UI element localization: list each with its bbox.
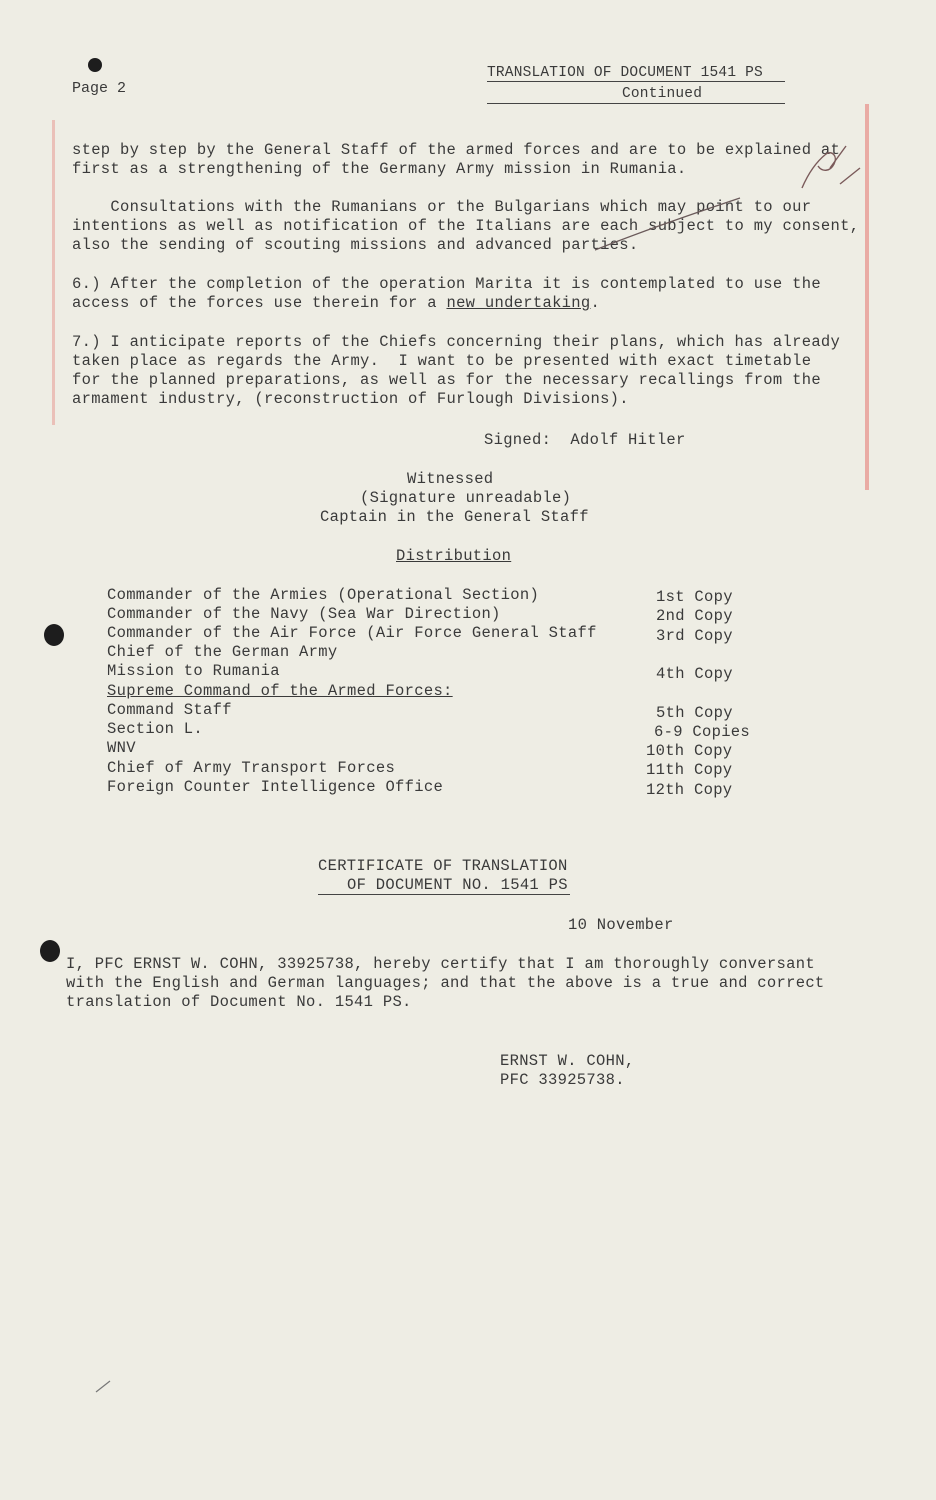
distribution-copy: 3rd Copy (656, 627, 733, 645)
paragraph-line: taken place as regards the Army. I want to be presented with exact timetable (72, 352, 812, 370)
red-margin-line-left (52, 120, 55, 425)
distribution-entry: Command Staff (107, 701, 232, 719)
distribution-subheading: Supreme Command of the Armed Forces: (107, 682, 453, 700)
text-segment: access of the forces use therein for a (72, 294, 447, 312)
distribution-copy: 2nd Copy (656, 607, 733, 625)
distribution-copy: 1st Copy (656, 588, 733, 606)
paragraph-line: also the sending of scouting missions and advanced parties. (72, 236, 639, 254)
certificate-text: with the English and German languages; and that the above is a true and correct (66, 974, 825, 992)
paragraph-line: 6.) After the completion of the operation Marita it is contemplated to use the (72, 275, 821, 293)
paragraph-line (72, 294, 600, 313)
distribution-entry: Foreign Counter Intelligence Office (107, 778, 444, 796)
punch-hole-top (88, 58, 102, 72)
distribution-copy: 10th Copy (646, 742, 733, 760)
continued-underline (487, 103, 785, 104)
distribution-copy: 11th Copy (646, 761, 733, 779)
distribution-copy: 6-9 Copies (654, 723, 751, 741)
translator-id: PFC 33925738. (500, 1071, 625, 1089)
distribution-entry: Commander of the Armies (Operational Section) (107, 586, 540, 604)
punch-hole-middle (44, 624, 64, 646)
certificate-text: I, PFC ERNST W. COHN, 33925738, hereby certify that I am thoroughly conversant (66, 955, 815, 973)
distribution-entry: Commander of the Air Force (Air Force General Staff (107, 624, 597, 642)
paragraph-line: Consultations with the Rumanians or the Bulgarians which may point to our (72, 198, 812, 216)
distribution-entry: WNV (107, 739, 136, 757)
certificate-underline (318, 894, 570, 895)
paragraph-line: armament industry, (reconstruction of Furlough Divisions). (72, 390, 629, 408)
distribution-copy: 12th Copy (646, 781, 733, 799)
distribution-entry: Chief of the German Army (107, 643, 338, 661)
paragraph-line: step by step by the General Staff of the armed forces and are to be explained at (72, 141, 841, 159)
text-segment: . (590, 294, 601, 312)
certificate-text: translation of Document No. 1541 PS. (66, 993, 412, 1011)
page-number: Page 2 (72, 80, 127, 97)
doc-title-underline (487, 81, 785, 82)
distribution-copy: 4th Copy (656, 665, 733, 683)
distribution-title: Distribution (396, 547, 512, 565)
witnessed-label: Witnessed (407, 470, 494, 488)
handwritten-annotation (590, 138, 870, 258)
distribution-entry: Mission to Rumania (107, 662, 280, 680)
captain-title: Captain in the General Staff (320, 508, 589, 526)
paragraph-line: 7.) I anticipate reports of the Chiefs concerning their plans, which has already (72, 333, 841, 351)
doc-title: TRANSLATION OF DOCUMENT 1541 PS (487, 65, 763, 81)
distribution-copy: 5th Copy (656, 704, 733, 722)
certificate-title: CERTIFICATE OF TRANSLATION (318, 857, 568, 875)
pencil-mark (94, 1378, 114, 1394)
paragraph-line: intentions as well as notification of the Italians are each subject to my consent, (72, 217, 860, 235)
distribution-entry: Chief of Army Transport Forces (107, 759, 396, 777)
underlined-text: new undertaking (446, 294, 591, 312)
paragraph-line: for the planned preparations, as well as for the necessary recallings from the (72, 371, 821, 389)
certificate-date: 10 November (568, 916, 674, 934)
certificate-subtitle: OF DOCUMENT NO. 1541 PS (347, 876, 568, 894)
continued-label: Continued (622, 86, 703, 102)
translator-name: ERNST W. COHN, (500, 1052, 635, 1070)
paragraph-line: first as a strengthening of the Germany Army mission in Rumania. (72, 160, 687, 178)
signed-line: Signed: Adolf Hitler (484, 431, 686, 449)
distribution-entry: Commander of the Navy (Sea War Direction) (107, 605, 501, 623)
distribution-entry: Section L. (107, 720, 204, 738)
signature-unreadable: (Signature unreadable) (360, 489, 572, 507)
punch-hole-bottom (40, 940, 60, 962)
